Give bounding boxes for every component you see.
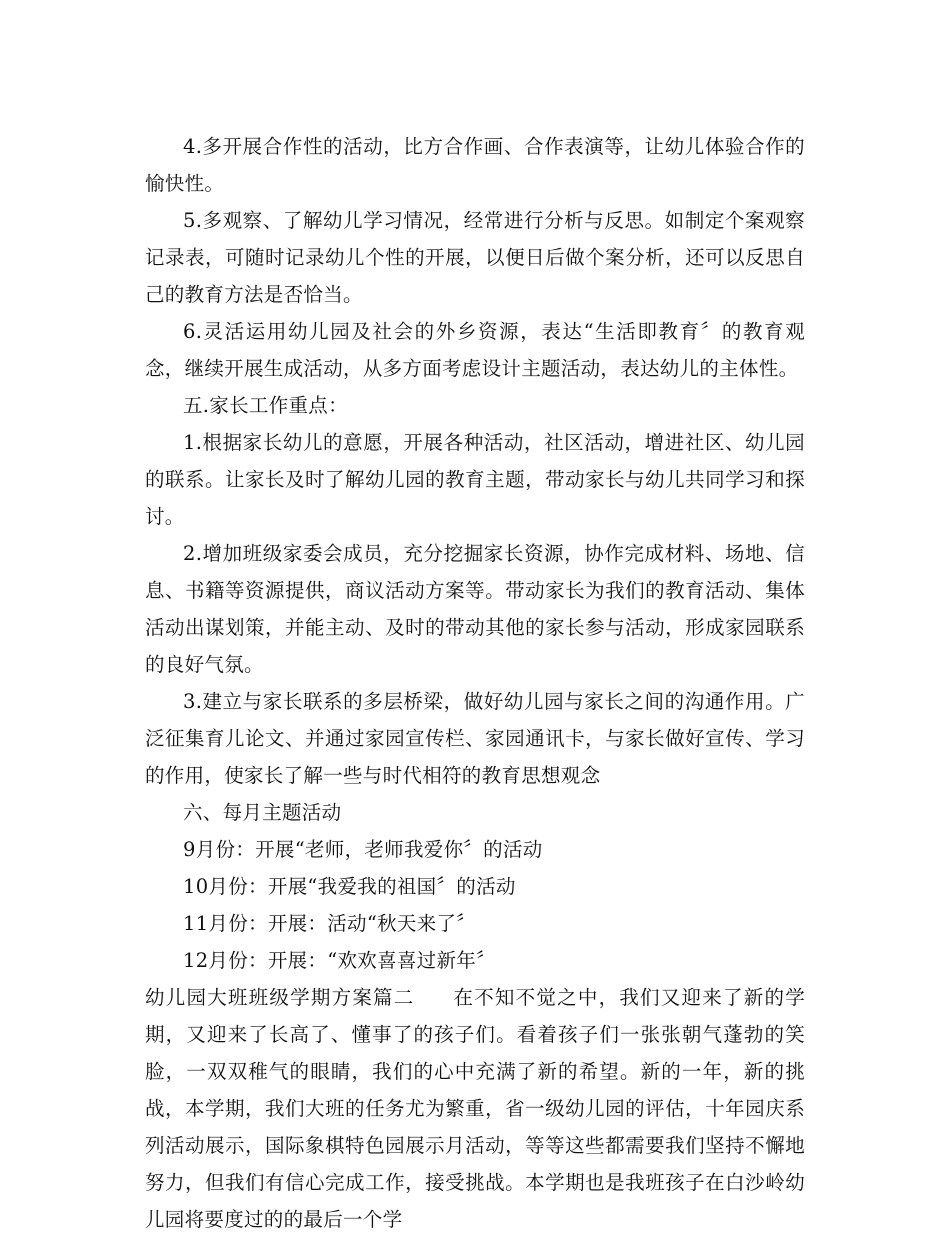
section-two-title: 幼儿园大班班级学期方案篇二 [145, 986, 415, 1009]
paragraph-parent-item-1: 1.根据家长幼儿的意愿，开展各种活动，社区活动，增进社区、幼儿园的联系。让家长及时了解幼儿园的教育主题，带动家长与幼儿共同学习和探讨。 [145, 431, 805, 528]
month-theme-september: 9月份：开展“老师，老师我爱你〞的活动 [183, 838, 543, 861]
paragraph-item-5: 5.多观察、了解幼儿学习情况，经常进行分析与反思。如制定个案观察记录表，可随时记录幼儿个性的开展，以便日后做个案分析，还可以反思自己的教育方法是否恰当。 [145, 209, 805, 306]
month-theme-november: 11月份：开展：活动“秋天来了〞 [183, 912, 477, 935]
section-heading-parent-work: 五.家长工作重点： [183, 394, 348, 417]
paragraph-parent-item-3: 3.建立与家长联系的多层桥梁，做好幼儿园与家长之间的沟通作用。广泛征集育儿论文、并通过家园宣传栏、家园通讯卡，与家长做好宣传、学习的作用，使家长了解一些与时代相符的教育思想观念 [145, 690, 805, 787]
paragraph-parent-item-2: 2.增加班级家委会成员，充分挖掘家长资源，协作完成材料、场地、信息、书籍等资源提供，商议活动方案等。带动家长为我们的教育活动、集体活动出谋划策，并能主动、及时的带动其他的家长参与活动，形成家园联系的良好气氛。 [145, 542, 805, 676]
section-two-body: 在不知不觉之中，我们又迎来了新的学期，又迎来了长高了、懂事了的孩子们。看着孩子们一张张朝气蓬勃的笑脸，一双双稚气的眼睛，我们的心中充满了新的希望。新的一年，新的挑战，本学期，我们大班的任务尤为繁重，省一级幼儿园的评估，十年园庆系列活动展示，国际象棋特色园展示月活动，等等这些都需要我们坚持不懈地努力，但我们有信心完成工作，接受挑战。本学期也是我班孩子在白沙岭幼儿园将要度过的的最后一个学 [145, 986, 805, 1231]
month-theme-december: 12月份：开展：“欢欢喜喜过新年〞 [183, 949, 496, 972]
month-theme-october: 10月份：开展“我爱我的祖国〞的活动 [183, 875, 516, 898]
section-heading-monthly-themes: 六、每月主题活动 [183, 801, 342, 824]
paragraph-item-4: 4.多开展合作性的活动，比方合作画、合作表演等，让幼儿体验合作的愉快性。 [145, 135, 805, 195]
document-body [145, 128, 805, 1238]
section-two-paragraph [145, 979, 805, 1238]
paragraph-item-6: 6.灵活运用幼儿园及社会的外乡资源，表达“生活即教育〞的教育观念，继续开展生成活动，从多方面考虑设计主题活动，表达幼儿的主体性。 [145, 320, 805, 380]
